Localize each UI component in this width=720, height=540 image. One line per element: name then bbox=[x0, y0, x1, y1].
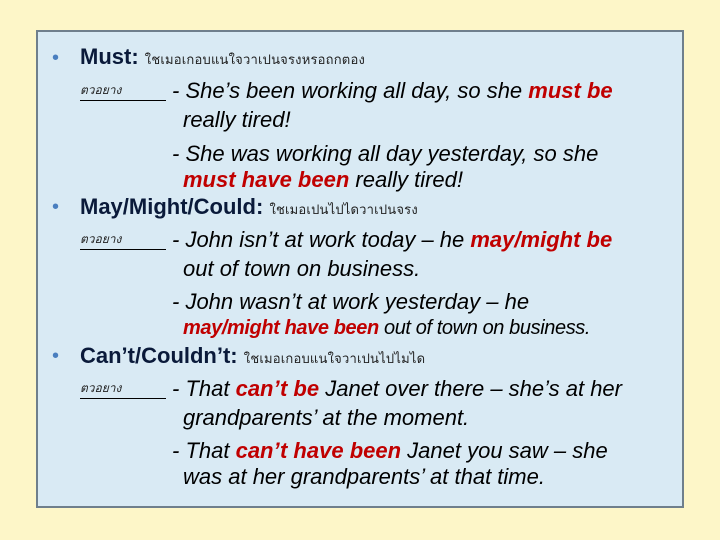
example-sentence-continued: out of town on business. bbox=[183, 256, 421, 281]
example-text: out of town on business. bbox=[378, 317, 591, 339]
section-heading: Must: bbox=[80, 44, 139, 69]
example-sentence-continued: really tired! bbox=[183, 107, 291, 132]
section-heading: Can’t/Couldn’t: bbox=[80, 343, 238, 368]
example-sentence bbox=[172, 438, 608, 464]
example-text: - She’s been working all day, so she bbox=[172, 78, 529, 103]
bullet-icon: • bbox=[52, 47, 60, 69]
example-label: ตวอยาง bbox=[80, 83, 122, 97]
bullet-icon: • bbox=[52, 345, 60, 367]
example-text: Janet over there – she’s at her bbox=[319, 376, 622, 401]
example-sentence-continued bbox=[183, 167, 463, 193]
example-text: really tired! bbox=[349, 167, 463, 192]
thai-note: ใชเมอเกอบแนใจวาเปนจรงหรอถกตอง bbox=[144, 53, 366, 68]
section-heading-line bbox=[80, 343, 425, 373]
example-sentence: - She was working all day yesterday, so she bbox=[172, 141, 599, 166]
example-sentence: - John wasn’t at work yesterday – he bbox=[172, 289, 530, 314]
modal-phrase: must have been bbox=[183, 167, 350, 192]
example-sentence bbox=[172, 227, 612, 253]
example-text: - That bbox=[172, 438, 236, 463]
modal-phrase: may/might have been bbox=[183, 317, 379, 339]
modal-phrase: must be bbox=[528, 78, 613, 103]
bullet-icon: • bbox=[52, 196, 60, 218]
example-text: - John isn’t at work today – he bbox=[172, 227, 471, 252]
example-text: - That bbox=[172, 376, 236, 401]
modal-phrase: may/might be bbox=[470, 227, 613, 252]
example-sentence-continued: grandparents’ at the moment. bbox=[183, 405, 470, 430]
modal-phrase: can’t be bbox=[235, 376, 320, 401]
example-label: ตวอยาง bbox=[80, 232, 122, 246]
section-heading-line bbox=[80, 44, 365, 74]
section-heading: May/Might/Could: bbox=[80, 194, 264, 219]
example-sentence bbox=[172, 376, 622, 402]
thai-note: ใชเมอเปนไปไดวาเปนจรง bbox=[269, 203, 418, 218]
example-underline bbox=[80, 249, 166, 250]
section-heading-line bbox=[80, 194, 418, 224]
example-text: Janet you saw – she bbox=[401, 438, 608, 463]
example-underline bbox=[80, 100, 166, 101]
example-sentence-continued bbox=[183, 315, 590, 341]
example-sentence bbox=[172, 78, 613, 104]
example-sentence-continued: was at her grandparents’ at that time. bbox=[183, 464, 545, 489]
thai-note: ใชเมอเกอบแนใจวาเปนไปไมได bbox=[243, 352, 426, 367]
modal-phrase: can’t have been bbox=[235, 438, 402, 463]
example-label: ตวอยาง bbox=[80, 381, 122, 395]
example-underline bbox=[80, 398, 166, 399]
